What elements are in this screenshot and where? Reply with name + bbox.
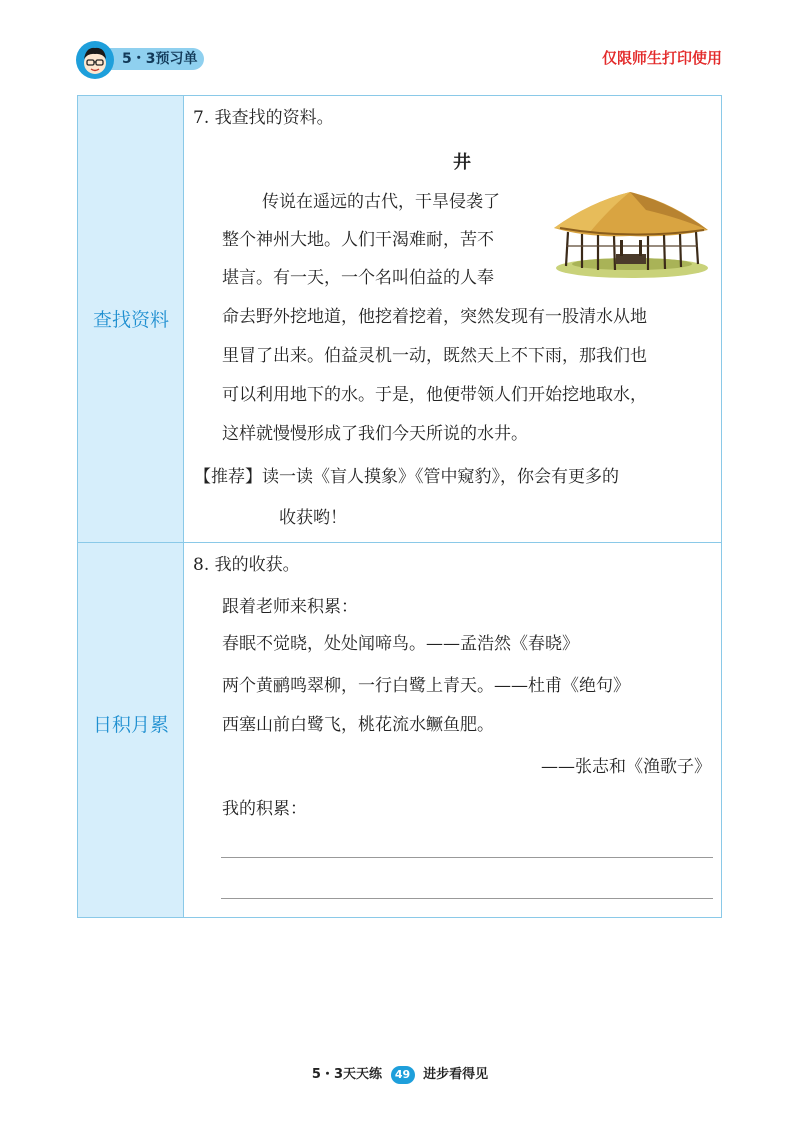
thatched-hut-well-illustration-icon [550, 188, 710, 280]
recommend-line-2: 收获哟！ [279, 508, 347, 528]
page-number-badge: 49 [391, 1066, 415, 1084]
writing-line-2[interactable] [221, 898, 713, 899]
writing-line-1[interactable] [221, 857, 713, 858]
section7-heading: 7. 我查找的资料。 [193, 108, 334, 128]
article-line-4: 命去野外挖地道，他挖着挖着，突然发现有一股清水从地 [222, 307, 647, 327]
row-divider [78, 542, 721, 543]
poem-line-2: 两个黄鹂鸣翠柳，一行白鹭上青天。——杜甫《绝句》 [222, 676, 630, 696]
article-line-1: 传说在遥远的古代，干旱侵袭了 [262, 192, 500, 212]
section-label-accumulate: 日积月累 [92, 714, 169, 736]
article-line-6: 可以利用地下的水。于是，他便带领人们开始挖地取水， [222, 385, 647, 405]
article-line-7: 这样就慢慢形成了我们今天所说的水井。 [222, 424, 528, 444]
header-series-label: 5・3预习单 [122, 51, 198, 67]
footer-right-text: 进步看得见 [423, 1067, 489, 1082]
poem-attribution: ——张志和《渔歌子》 [541, 757, 711, 777]
my-accumulation-label: 我的积累： [222, 799, 307, 819]
poem-line-3: 西塞山前白鹭飞，桃花流水鳜鱼肥。 [222, 715, 494, 735]
article-title: 井 [453, 152, 471, 173]
article-line-5: 里冒了出来。伯益灵机一动，既然天上不下雨，那我们也 [222, 346, 647, 366]
section8-heading: 8. 我的收获。 [193, 555, 300, 575]
accumulate-intro: 跟着老师来积累： [222, 597, 358, 617]
mascot-icon [76, 41, 114, 79]
article-line-2: 整个神州大地。人们干渴难耐，苦不 [222, 230, 494, 250]
print-notice: 仅限师生打印使用 [601, 49, 722, 67]
poem-line-1: 春眠不觉晓，处处闻啼鸟。——孟浩然《春晓》 [222, 634, 579, 654]
article-line-3: 堪言。有一天，一个名叫伯益的人奉 [222, 268, 494, 288]
label-column [78, 96, 184, 917]
page-footer [0, 1065, 800, 1085]
section-label-search: 查找资料 [92, 309, 169, 331]
recommend-line-1: 【推荐】读一读《盲人摸象》《管中窥豹》，你会有更多的 [194, 467, 619, 487]
footer-left-text: 5・3天天练 [311, 1067, 382, 1082]
